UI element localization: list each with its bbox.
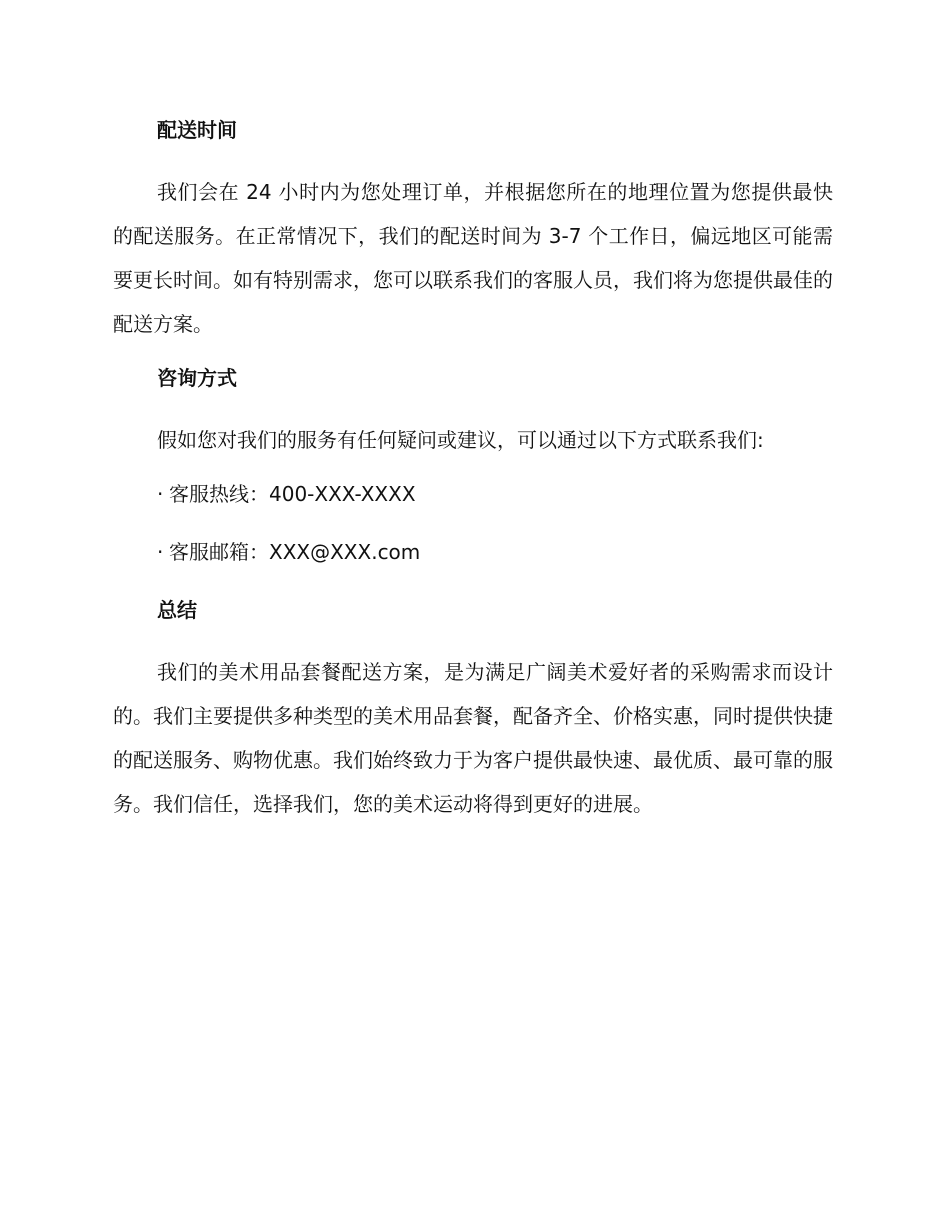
contact-item-email bbox=[113, 534, 833, 570]
section-paragraph-contact: 假如您对我们的服务有任何疑问或建议，可以通过以下方式联系我们: bbox=[157, 428, 764, 452]
section-heading-summary: 总结 bbox=[157, 598, 197, 622]
section-heading-contact: 咨询方式 bbox=[157, 366, 237, 390]
contact-hotline-text: 客服热线：400-XXX-XXXX bbox=[169, 482, 416, 506]
contact-item-hotline bbox=[113, 476, 833, 512]
bullet-icon: · bbox=[157, 482, 164, 506]
section-heading-delivery: 配送时间 bbox=[157, 118, 237, 142]
document-content bbox=[113, 112, 833, 840]
bullet-icon: · bbox=[157, 540, 164, 564]
section-paragraph-summary: 我们的美术用品套餐配送方案，是为满足广阔美术爱好者的采购需求而设计的。我们主要提供多种类型的美术用品套餐，配备齐全、价格实惠，同时提供快捷的配送服务、购物优惠。我们始终致力于为客户提供最快速、最优质、最可靠的服务。我们信任，选择我们，您的美术运动将得到更好的进展。 bbox=[113, 660, 833, 816]
section-paragraph-delivery: 我们会在 24 小时内为您处理订单，并根据您所在的地理位置为您提供最快的配送服务。在正常情况下，我们的配送时间为 3-7 个工作日，偏远地区可能需要更长时间。如有特别需求，您可以联系我们的客服人员，我们将为您提供最佳的配送方案。 bbox=[113, 180, 833, 336]
contact-email-text: 客服邮箱：XXX@XXX.com bbox=[169, 540, 421, 564]
